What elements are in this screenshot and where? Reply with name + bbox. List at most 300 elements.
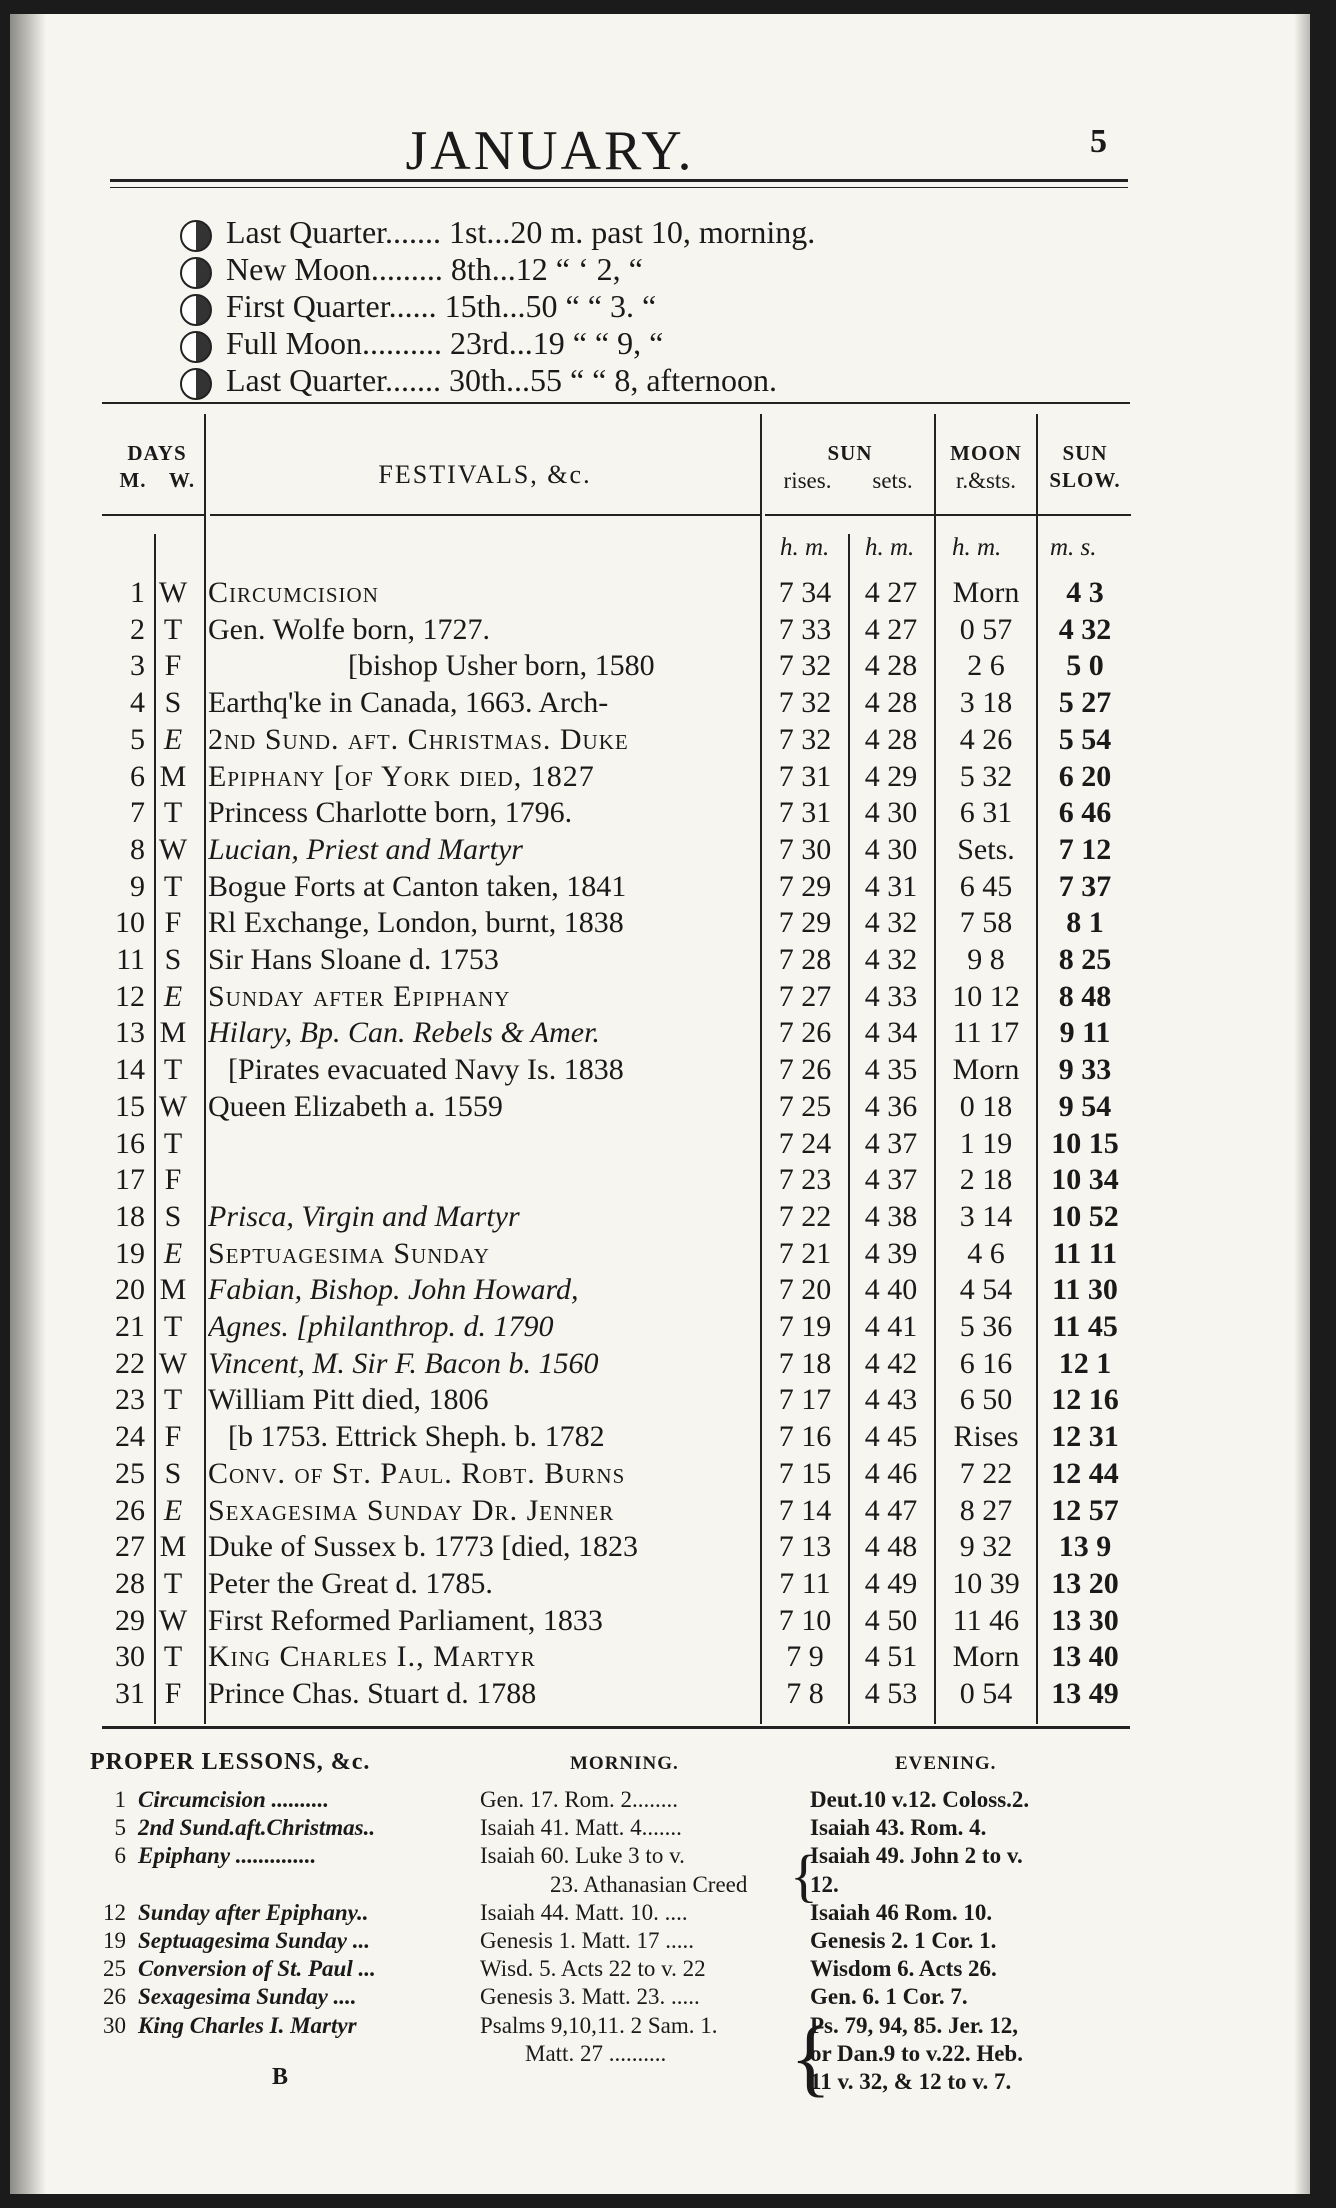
table-row <box>10 1127 1310 1164</box>
festival-text: Lucian, Priest and Martyr <box>208 832 523 866</box>
lesson-day: 12 <box>103 1899 126 1925</box>
weekday-letter: T <box>163 1053 183 1087</box>
weekday-letter: W <box>158 576 188 609</box>
table-row <box>10 1163 1310 1200</box>
sunset-time: 4 48 <box>864 1530 918 1564</box>
moon-phase-text: Last Quarter....... 1st...20 m. past 10, morning. <box>226 214 816 250</box>
moon-time: 3 18 <box>959 686 1013 720</box>
moon-time: 5 36 <box>959 1310 1013 1343</box>
day-number: 9 <box>130 869 145 903</box>
lesson-day: 1 <box>114 1787 126 1812</box>
lesson-evening: 11 v. 32, & 12 to v. 7. <box>810 2069 1012 2094</box>
weekday-letter: M <box>159 1530 187 1564</box>
sunrise-time: 7 29 <box>778 869 832 903</box>
lesson-morning: Gen. 17. Rom. 2........ <box>480 1787 679 1812</box>
day-number: 2 <box>130 612 145 646</box>
festival-text: Conv. of St. Paul. Robt. Burns <box>208 1456 626 1490</box>
sun-slow-value: 13 40 <box>1051 1640 1119 1674</box>
day-number: 18 <box>115 1199 145 1233</box>
table-row <box>10 1237 1310 1274</box>
lesson-morning: Isaiah 44. Matt. 10. .... <box>480 1899 688 1925</box>
sun-slow-value: 4 3 <box>1066 576 1104 609</box>
table-row <box>10 1567 1310 1604</box>
lesson-day: 19 <box>103 1928 126 1953</box>
table-row <box>10 870 1310 907</box>
festival-text: [b 1753. Ettrick Sheph. b. 1782 <box>228 1420 605 1454</box>
day-number: 21 <box>115 1310 145 1343</box>
table-row <box>10 576 1310 613</box>
slow-unit: m. s. <box>1050 534 1097 561</box>
moon-phase-text: First Quarter...... 15th...50 “ “ 3. “ <box>226 288 657 324</box>
lesson-row <box>10 2069 1310 2097</box>
sun-header: SUN <box>827 441 873 465</box>
sets-header: sets. <box>872 468 913 493</box>
moon-time: 10 12 <box>952 979 1020 1013</box>
weekday-letter: S <box>164 1456 182 1490</box>
sunrise-time: 7 33 <box>778 612 832 646</box>
festival-text: Epiphany [of York died, 1827 <box>208 759 595 793</box>
weekday-letter: S <box>164 943 182 976</box>
table-row <box>10 1090 1310 1127</box>
moon-phase-text: Full Moon.......... 23rd...19 “ “ 9, “ <box>226 325 664 361</box>
sunrise-time: 7 23 <box>778 1163 832 1197</box>
sunset-time: 4 39 <box>864 1236 918 1270</box>
festival-text: [bishop Usher born, 1580 <box>348 649 655 683</box>
lesson-morning: Genesis 1. Matt. 17 ..... <box>480 1928 695 1953</box>
lesson-evening: Isaiah 43. Rom. 4. <box>810 1815 987 1841</box>
lesson-morning: Genesis 3. Matt. 23. ..... <box>480 1984 700 2010</box>
sunset-time: 4 46 <box>864 1456 918 1490</box>
rises-unit: h. m. <box>780 534 830 561</box>
sun-slow-value: 12 44 <box>1051 1456 1119 1490</box>
table-row <box>10 1200 1310 1237</box>
festival-text: Sexagesima Sunday Dr. Jenner <box>208 1493 615 1527</box>
sunset-time: 4 43 <box>864 1383 918 1417</box>
weekday-letter: F <box>164 906 182 940</box>
page-header <box>10 109 1310 182</box>
table-row <box>10 833 1310 870</box>
lesson-name: Epiphany .............. <box>138 1843 317 1869</box>
table-row <box>10 1640 1310 1677</box>
last-quarter-icon <box>180 368 212 400</box>
weekday-letter: E <box>163 1236 183 1270</box>
new-moon-icon <box>180 257 212 289</box>
sun-slow-value: 11 45 <box>1052 1310 1118 1343</box>
table-row <box>10 1494 1310 1531</box>
sunset-time: 4 28 <box>864 686 918 720</box>
sun-slow-value: 9 11 <box>1059 1016 1111 1050</box>
sunrise-time: 7 18 <box>778 1346 832 1380</box>
weekday-letter: M <box>159 1016 187 1050</box>
day-number: 4 <box>130 686 145 720</box>
weekday-letter: W <box>158 1346 188 1380</box>
day-number: 23 <box>115 1383 145 1417</box>
sun-slow-value: 10 52 <box>1051 1199 1119 1233</box>
sun-slow-value: 6 46 <box>1058 796 1112 830</box>
table-row <box>10 1347 1310 1384</box>
lesson-evening: Ps. 79, 94, 85. Jer. 12, <box>810 2012 1019 2038</box>
sunrise-time: 7 8 <box>786 1677 824 1710</box>
moon-time: Sets. <box>957 832 1015 866</box>
day-number: 12 <box>115 979 145 1013</box>
sunrise-time: 7 13 <box>778 1530 832 1564</box>
sunset-time: 4 31 <box>864 869 918 903</box>
table-bottom-rule <box>102 1726 1130 1729</box>
lesson-evening: Isaiah 46 Rom. 10. <box>810 1899 993 1925</box>
weekday-letter: S <box>164 686 182 720</box>
moon-time: 7 58 <box>959 906 1013 940</box>
slow-header: SLOW. <box>1049 468 1121 492</box>
lesson-morning: Isaiah 60. Luke 3 to v. <box>480 1843 685 1869</box>
sun-slow-value: 7 12 <box>1058 832 1112 866</box>
festival-text: Princess Charlotte born, 1796. <box>208 796 573 830</box>
sunrise-time: 7 9 <box>786 1640 824 1674</box>
moon-time: 6 16 <box>959 1346 1013 1380</box>
weekday-letter: W <box>158 1603 188 1637</box>
sunset-time: 4 45 <box>864 1420 918 1454</box>
day-number: 25 <box>115 1456 145 1490</box>
weekday-letter: T <box>163 869 183 903</box>
sunset-time: 4 49 <box>864 1566 918 1600</box>
festival-text: Hilary, Bp. Can. Rebels & Amer. <box>208 1016 600 1050</box>
sunrise-time: 7 31 <box>778 796 832 830</box>
festival-text: Prisca, Virgin and Martyr <box>208 1199 520 1233</box>
table-row <box>10 686 1310 723</box>
moon-time: 1 19 <box>959 1126 1013 1160</box>
moon-time: 4 6 <box>967 1236 1005 1270</box>
day-number: 14 <box>115 1053 145 1087</box>
weekday-letter: F <box>164 1163 182 1197</box>
weekday-letter: T <box>163 1126 183 1160</box>
weekday-letter: F <box>164 649 182 683</box>
sun-slow-value: 6 20 <box>1058 759 1112 793</box>
sunrise-time: 7 24 <box>778 1126 832 1160</box>
sun-slow-value: 10 34 <box>1051 1163 1119 1197</box>
sunset-time: 4 41 <box>864 1310 918 1343</box>
day-number: 27 <box>115 1530 145 1564</box>
lesson-day: 25 <box>103 1956 126 1982</box>
day-number: 26 <box>115 1493 145 1527</box>
lesson-morning: Wisd. 5. Acts 22 to v. 22 <box>480 1956 706 1982</box>
table-row <box>10 1053 1310 1090</box>
lesson-row <box>10 1787 1310 1815</box>
sunset-time: 4 38 <box>864 1199 918 1233</box>
sunrise-time: 7 19 <box>778 1310 832 1343</box>
weekday-letter: T <box>163 1640 183 1674</box>
sun-slow-value: 12 31 <box>1051 1420 1119 1454</box>
rises-header: rises. <box>783 468 832 493</box>
moon-time: Rises <box>953 1420 1019 1454</box>
header-rule-data <box>765 514 1131 516</box>
moon-unit: h. m. <box>952 534 1002 561</box>
lesson-name: 2nd Sund.aft.Christmas.. <box>138 1815 376 1841</box>
table-row <box>10 1016 1310 1053</box>
lesson-morning: Isaiah 41. Matt. 4....... <box>480 1815 682 1841</box>
day-number: 29 <box>115 1603 145 1637</box>
sun-slow-value: 9 33 <box>1058 1053 1112 1087</box>
weekday-letter: M <box>159 1273 187 1307</box>
lesson-evening: Wisdom 6. Acts 26. <box>810 1956 997 1982</box>
sunrise-time: 7 17 <box>778 1383 832 1417</box>
sunset-time: 4 33 <box>864 979 918 1013</box>
day-number: 30 <box>115 1640 145 1674</box>
days-m-header: M. <box>119 468 147 492</box>
festival-text: William Pitt died, 1806 <box>208 1383 489 1417</box>
sunset-time: 4 42 <box>864 1346 918 1380</box>
sunset-time: 4 30 <box>864 796 918 830</box>
table-row <box>10 980 1310 1017</box>
festival-text: Gen. Wolfe born, 1727. <box>208 612 490 646</box>
sunset-time: 4 37 <box>864 1163 918 1197</box>
festival-text: Circumcision <box>208 576 379 609</box>
lessons-title: PROPER LESSONS, &c. <box>90 1749 371 1775</box>
table-row <box>10 796 1310 833</box>
table-row <box>10 1383 1310 1420</box>
moon-time: 9 32 <box>959 1530 1013 1564</box>
festival-text: Agnes. [philanthrop. d. 1790 <box>208 1310 554 1343</box>
moon-time: 8 27 <box>959 1493 1013 1527</box>
brace-king-charles: { <box>790 2009 832 2105</box>
sun-slow-value: 13 20 <box>1051 1566 1119 1600</box>
lesson-row <box>10 1928 1310 1956</box>
page-number: 5 <box>1090 123 1107 160</box>
day-number: 5 <box>130 722 145 756</box>
lesson-name: Circumcision .......... <box>138 1787 330 1812</box>
lesson-day: 5 <box>114 1815 126 1841</box>
sun-slow-value: 4 32 <box>1058 612 1112 646</box>
moon-time: Morn <box>952 1053 1020 1087</box>
sunrise-time: 7 26 <box>778 1053 832 1087</box>
festival-text: Sir Hans Sloane d. 1753 <box>208 943 499 976</box>
weekday-letter: T <box>163 612 183 646</box>
sunset-time: 4 40 <box>864 1273 918 1307</box>
sun-slow-value: 5 27 <box>1058 686 1112 720</box>
sets-unit: h. m. <box>865 534 915 561</box>
lesson-morning: 23. Athanasian Creed <box>550 1871 748 1897</box>
moon-time: 11 46 <box>952 1603 1020 1637</box>
month-title: JANUARY. <box>405 120 695 182</box>
festival-text: Queen Elizabeth a. 1559 <box>208 1089 503 1123</box>
day-number: 13 <box>115 1016 145 1050</box>
lesson-day: 6 <box>114 1843 126 1869</box>
moon-phase-text: New Moon......... 8th...12 “ ‘ 2, “ <box>226 251 643 287</box>
sunset-time: 4 51 <box>864 1640 918 1674</box>
sunrise-time: 7 10 <box>778 1603 832 1637</box>
moon-time: 2 18 <box>959 1163 1013 1197</box>
table-row <box>10 1420 1310 1457</box>
festivals-header: FESTIVALS, &c. <box>378 460 592 489</box>
lesson-day: 30 <box>103 2012 126 2038</box>
table-row <box>10 1273 1310 1310</box>
sunrise-time: 7 25 <box>778 1089 832 1123</box>
festival-text: Vincent, M. Sir F. Bacon b. 1560 <box>208 1346 599 1380</box>
sunrise-time: 7 21 <box>778 1236 832 1270</box>
moon-time: Morn <box>952 1640 1020 1674</box>
day-number: 17 <box>115 1163 145 1197</box>
sun-slow-value: 5 54 <box>1058 722 1112 756</box>
festival-text: King Charles I., Martyr <box>208 1640 536 1674</box>
sunrise-time: 7 26 <box>778 1016 832 1050</box>
table-row <box>10 649 1310 686</box>
sunrise-time: 7 32 <box>778 722 832 756</box>
header-rule-festivals <box>210 514 760 516</box>
day-number: 31 <box>115 1677 145 1710</box>
festival-text: Bogue Forts at Canton taken, 1841 <box>208 869 627 903</box>
sunset-time: 4 34 <box>864 1016 918 1050</box>
sun-slow-value: 12 1 <box>1058 1346 1112 1380</box>
sunrise-time: 7 22 <box>778 1199 832 1233</box>
sunset-time: 4 28 <box>864 649 918 683</box>
sun-slow-value: 11 30 <box>1052 1273 1118 1307</box>
festival-text: Rl Exchange, London, burnt, 1838 <box>208 906 624 940</box>
day-number: 1 <box>130 576 145 609</box>
moon-phase-text: Last Quarter....... 30th...55 “ “ 8, afternoon. <box>226 362 777 398</box>
sunset-time: 4 27 <box>864 612 918 646</box>
festival-text: Prince Chas. Stuart d. 1788 <box>208 1677 537 1710</box>
moon-sub-header: r.&sts. <box>955 468 1017 493</box>
sunrise-time: 7 20 <box>778 1273 832 1307</box>
festival-text: Duke of Sussex b. 1773 [died, 1823 <box>208 1530 638 1564</box>
lesson-evening: Genesis 2. 1 Cor. 1. <box>810 1928 997 1953</box>
lesson-morning: Matt. 27 .......... <box>525 2040 667 2066</box>
festival-text: First Reformed Parliament, 1833 <box>208 1603 603 1637</box>
lesson-row <box>10 2013 1310 2041</box>
almanac-page <box>10 14 1310 2194</box>
signature-mark: B <box>272 2064 289 2090</box>
sun-slow-value: 13 30 <box>1051 1603 1119 1637</box>
sun-slow-header: SUN <box>1062 441 1108 465</box>
sunset-time: 4 30 <box>864 832 918 866</box>
lesson-evening: 12. <box>810 1871 839 1897</box>
sunrise-time: 7 32 <box>778 649 832 683</box>
moon-time: 7 22 <box>959 1456 1013 1490</box>
sunrise-time: 7 32 <box>778 686 832 720</box>
day-number: 20 <box>115 1273 145 1307</box>
sunrise-time: 7 11 <box>779 1566 831 1600</box>
weekday-letter: T <box>163 1383 183 1417</box>
weekday-letter: F <box>164 1420 182 1454</box>
lesson-row <box>10 1900 1310 1928</box>
lesson-row <box>10 1872 1310 1900</box>
sun-slow-value: 5 0 <box>1066 649 1104 683</box>
sunset-time: 4 47 <box>864 1493 918 1527</box>
brace-epiphany: { <box>790 1843 818 1908</box>
lesson-name: Sexagesima Sunday .... <box>138 1984 357 2010</box>
sunset-time: 4 35 <box>864 1053 918 1087</box>
sun-slow-value: 8 25 <box>1058 943 1112 976</box>
sun-slow-value: 8 48 <box>1058 979 1112 1013</box>
weekday-letter: T <box>163 796 183 830</box>
sunset-time: 4 37 <box>864 1126 918 1160</box>
day-number: 24 <box>115 1420 145 1454</box>
weekday-letter: E <box>163 722 183 756</box>
sun-slow-value: 9 54 <box>1058 1089 1112 1123</box>
sunrise-time: 7 30 <box>778 832 832 866</box>
sun-slow-value: 13 49 <box>1051 1677 1119 1710</box>
weekday-letter: T <box>163 1310 183 1343</box>
moon-time: 10 39 <box>952 1566 1020 1600</box>
sun-slow-value: 12 16 <box>1051 1383 1119 1417</box>
weekday-letter: E <box>163 979 183 1013</box>
sunrise-time: 7 29 <box>778 906 832 940</box>
sunrise-time: 7 31 <box>778 759 832 793</box>
weekday-letter: S <box>164 1199 182 1233</box>
table-row <box>10 1677 1310 1714</box>
sunset-time: 4 28 <box>864 722 918 756</box>
festival-text: 2nd Sund. aft. Christmas. Duke <box>208 722 629 756</box>
moon-time: 2 6 <box>967 649 1005 683</box>
sun-slow-value: 7 37 <box>1058 869 1112 903</box>
moon-time: 0 18 <box>959 1089 1013 1123</box>
lesson-day: 26 <box>103 1984 126 2010</box>
sunrise-time: 7 14 <box>778 1493 832 1527</box>
moon-time: 0 54 <box>959 1677 1013 1710</box>
day-number: 16 <box>115 1126 145 1160</box>
lessons-morning-header: MORNING. <box>570 1753 679 1774</box>
moon-time: 0 57 <box>959 612 1013 646</box>
lesson-evening: Gen. 6. 1 Cor. 7. <box>810 1984 968 2010</box>
festival-text: Septuagesima Sunday <box>208 1236 490 1270</box>
table-row <box>10 943 1310 980</box>
moon-time: 4 54 <box>959 1273 1013 1307</box>
festival-text: [Pirates evacuated Navy Is. 1838 <box>228 1053 624 1087</box>
lessons-evening-header: EVENING. <box>895 1753 997 1774</box>
lesson-evening: Deut.10 v.12. Coloss.2. <box>810 1787 1030 1812</box>
sun-slow-value: 8 1 <box>1066 906 1104 940</box>
table-row <box>10 906 1310 943</box>
sunrise-time: 7 34 <box>778 576 832 609</box>
table-row <box>10 1310 1310 1347</box>
moon-time: Morn <box>952 576 1020 609</box>
weekday-letter: F <box>164 1677 182 1710</box>
weekday-letter: T <box>163 1566 183 1600</box>
days-w-header: W. <box>168 468 196 492</box>
weekday-letter: W <box>158 832 188 866</box>
moon-time: 3 14 <box>959 1199 1013 1233</box>
days-header: DAYS <box>127 441 187 465</box>
sunset-time: 4 32 <box>864 906 918 940</box>
first-quarter-icon <box>180 294 212 326</box>
moon-time: 9 8 <box>967 943 1005 976</box>
sun-slow-value: 12 57 <box>1051 1493 1119 1527</box>
table-row <box>10 760 1310 797</box>
lesson-row <box>10 1815 1310 1843</box>
sunrise-time: 7 28 <box>778 943 832 976</box>
sunset-time: 4 53 <box>864 1677 918 1710</box>
sunrise-time: 7 15 <box>778 1456 832 1490</box>
festival-text: Peter the Great d. 1785. <box>208 1566 493 1600</box>
day-number: 11 <box>116 943 145 976</box>
header-double-rule <box>110 179 1128 188</box>
sunset-time: 4 36 <box>864 1089 918 1123</box>
moon-time: 6 31 <box>959 796 1013 830</box>
day-number: 15 <box>115 1089 145 1123</box>
header-rule-days <box>102 514 206 516</box>
sunset-time: 4 50 <box>864 1603 918 1637</box>
moon-time: 6 50 <box>959 1383 1013 1417</box>
moon-time: 5 32 <box>959 759 1013 793</box>
full-moon-icon <box>180 331 212 363</box>
sunset-time: 4 27 <box>864 576 918 609</box>
day-number: 28 <box>115 1566 145 1600</box>
sunrise-time: 7 16 <box>778 1420 832 1454</box>
table-row <box>10 1604 1310 1641</box>
sunset-time: 4 29 <box>864 759 918 793</box>
sunrise-time: 7 27 <box>778 979 832 1013</box>
day-number: 8 <box>130 832 145 866</box>
weekday-letter: W <box>158 1089 188 1123</box>
sun-slow-value: 10 15 <box>1051 1126 1119 1160</box>
